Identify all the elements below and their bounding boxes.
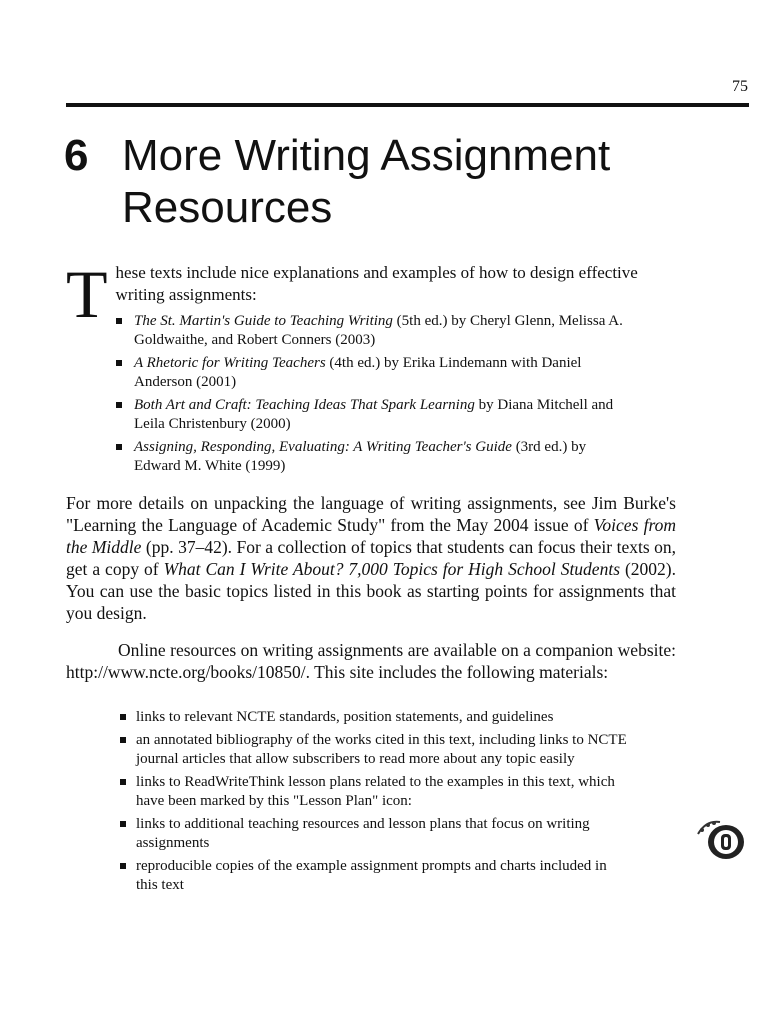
book-details: (3rd ed.) by Edward M. White (1999) bbox=[134, 439, 587, 474]
intro-text: hese texts include nice explanations and examples of how to design effective writing assignments: bbox=[115, 263, 638, 304]
list-item bbox=[114, 396, 634, 434]
list-item: links to additional teaching resources and lesson plans that focus on writing assignments bbox=[118, 815, 630, 853]
paragraph-text: (2002). You can use the basic topics listed in this book as starting points for assignments that you design. bbox=[66, 559, 676, 623]
chapter-number: 6 bbox=[64, 131, 89, 180]
paragraph-online-resources: Online resources on writing assignments are available on a companion website: http://www.ncte.org/books/10850/. This site includes the following materials: bbox=[66, 640, 676, 682]
book-details: (4th ed.) by Erika Lindemann with Daniel Anderson (2001) bbox=[134, 355, 582, 390]
list-item bbox=[114, 312, 634, 350]
intro-section bbox=[66, 256, 686, 480]
paragraph-text: (pp. 37–42). For a collection of topics that students can focus their texts on, get a copy of bbox=[66, 537, 677, 579]
book-details: (5th ed.) by Cheryl Glenn, Melissa A. Goldwaithe, and Robert Conners (2003) bbox=[134, 313, 623, 348]
book-title: Both Art and Craft: Teaching Ideas That Spark Learning bbox=[134, 397, 475, 413]
journal-title: Voices from the Middle bbox=[66, 515, 676, 557]
drop-cap: T bbox=[66, 256, 108, 332]
header-rule bbox=[66, 103, 749, 107]
book-title: The St. Martin's Guide to Teaching Writing bbox=[134, 313, 393, 329]
list-item: links to ReadWriteThink lesson plans related to the examples in this text, which have been marked by this "Lesson Plan" icon: bbox=[118, 773, 630, 811]
list-item: links to relevant NCTE standards, position statements, and guidelines bbox=[118, 708, 630, 727]
list-item bbox=[114, 354, 634, 392]
book-details: by Diana Mitchell and Leila Christenbury (2000) bbox=[134, 397, 614, 432]
page-number: 75 bbox=[732, 78, 748, 95]
list-item: an annotated bibliography of the works cited in this text, including links to NCTE journal articles that allow subscribers to read more about any topic easily bbox=[118, 731, 630, 769]
chapter-title bbox=[64, 130, 724, 234]
chapter-title-line2: Resources bbox=[122, 183, 333, 232]
book-list bbox=[114, 312, 634, 476]
book-title: A Rhetoric for Writing Teachers bbox=[134, 355, 326, 371]
paragraph-details bbox=[66, 492, 676, 624]
list-item: reproducible copies of the example assignment prompts and charts included in this text bbox=[118, 857, 630, 895]
book-title: Assigning, Responding, Evaluating: A Writing Teacher's Guide bbox=[134, 439, 512, 455]
materials-list bbox=[118, 708, 630, 899]
paragraph-text: For more details on unpacking the language of writing assignments, see Jim Burke's "Learning the Language of Academic Study" from the May 2004 issue of bbox=[66, 493, 676, 535]
list-item bbox=[114, 438, 634, 476]
book-title: What Can I Write About? 7,000 Topics for High School Students bbox=[163, 559, 620, 579]
lesson-plan-icon bbox=[692, 814, 748, 862]
chapter-title-line1: More Writing Assignment bbox=[122, 131, 611, 180]
